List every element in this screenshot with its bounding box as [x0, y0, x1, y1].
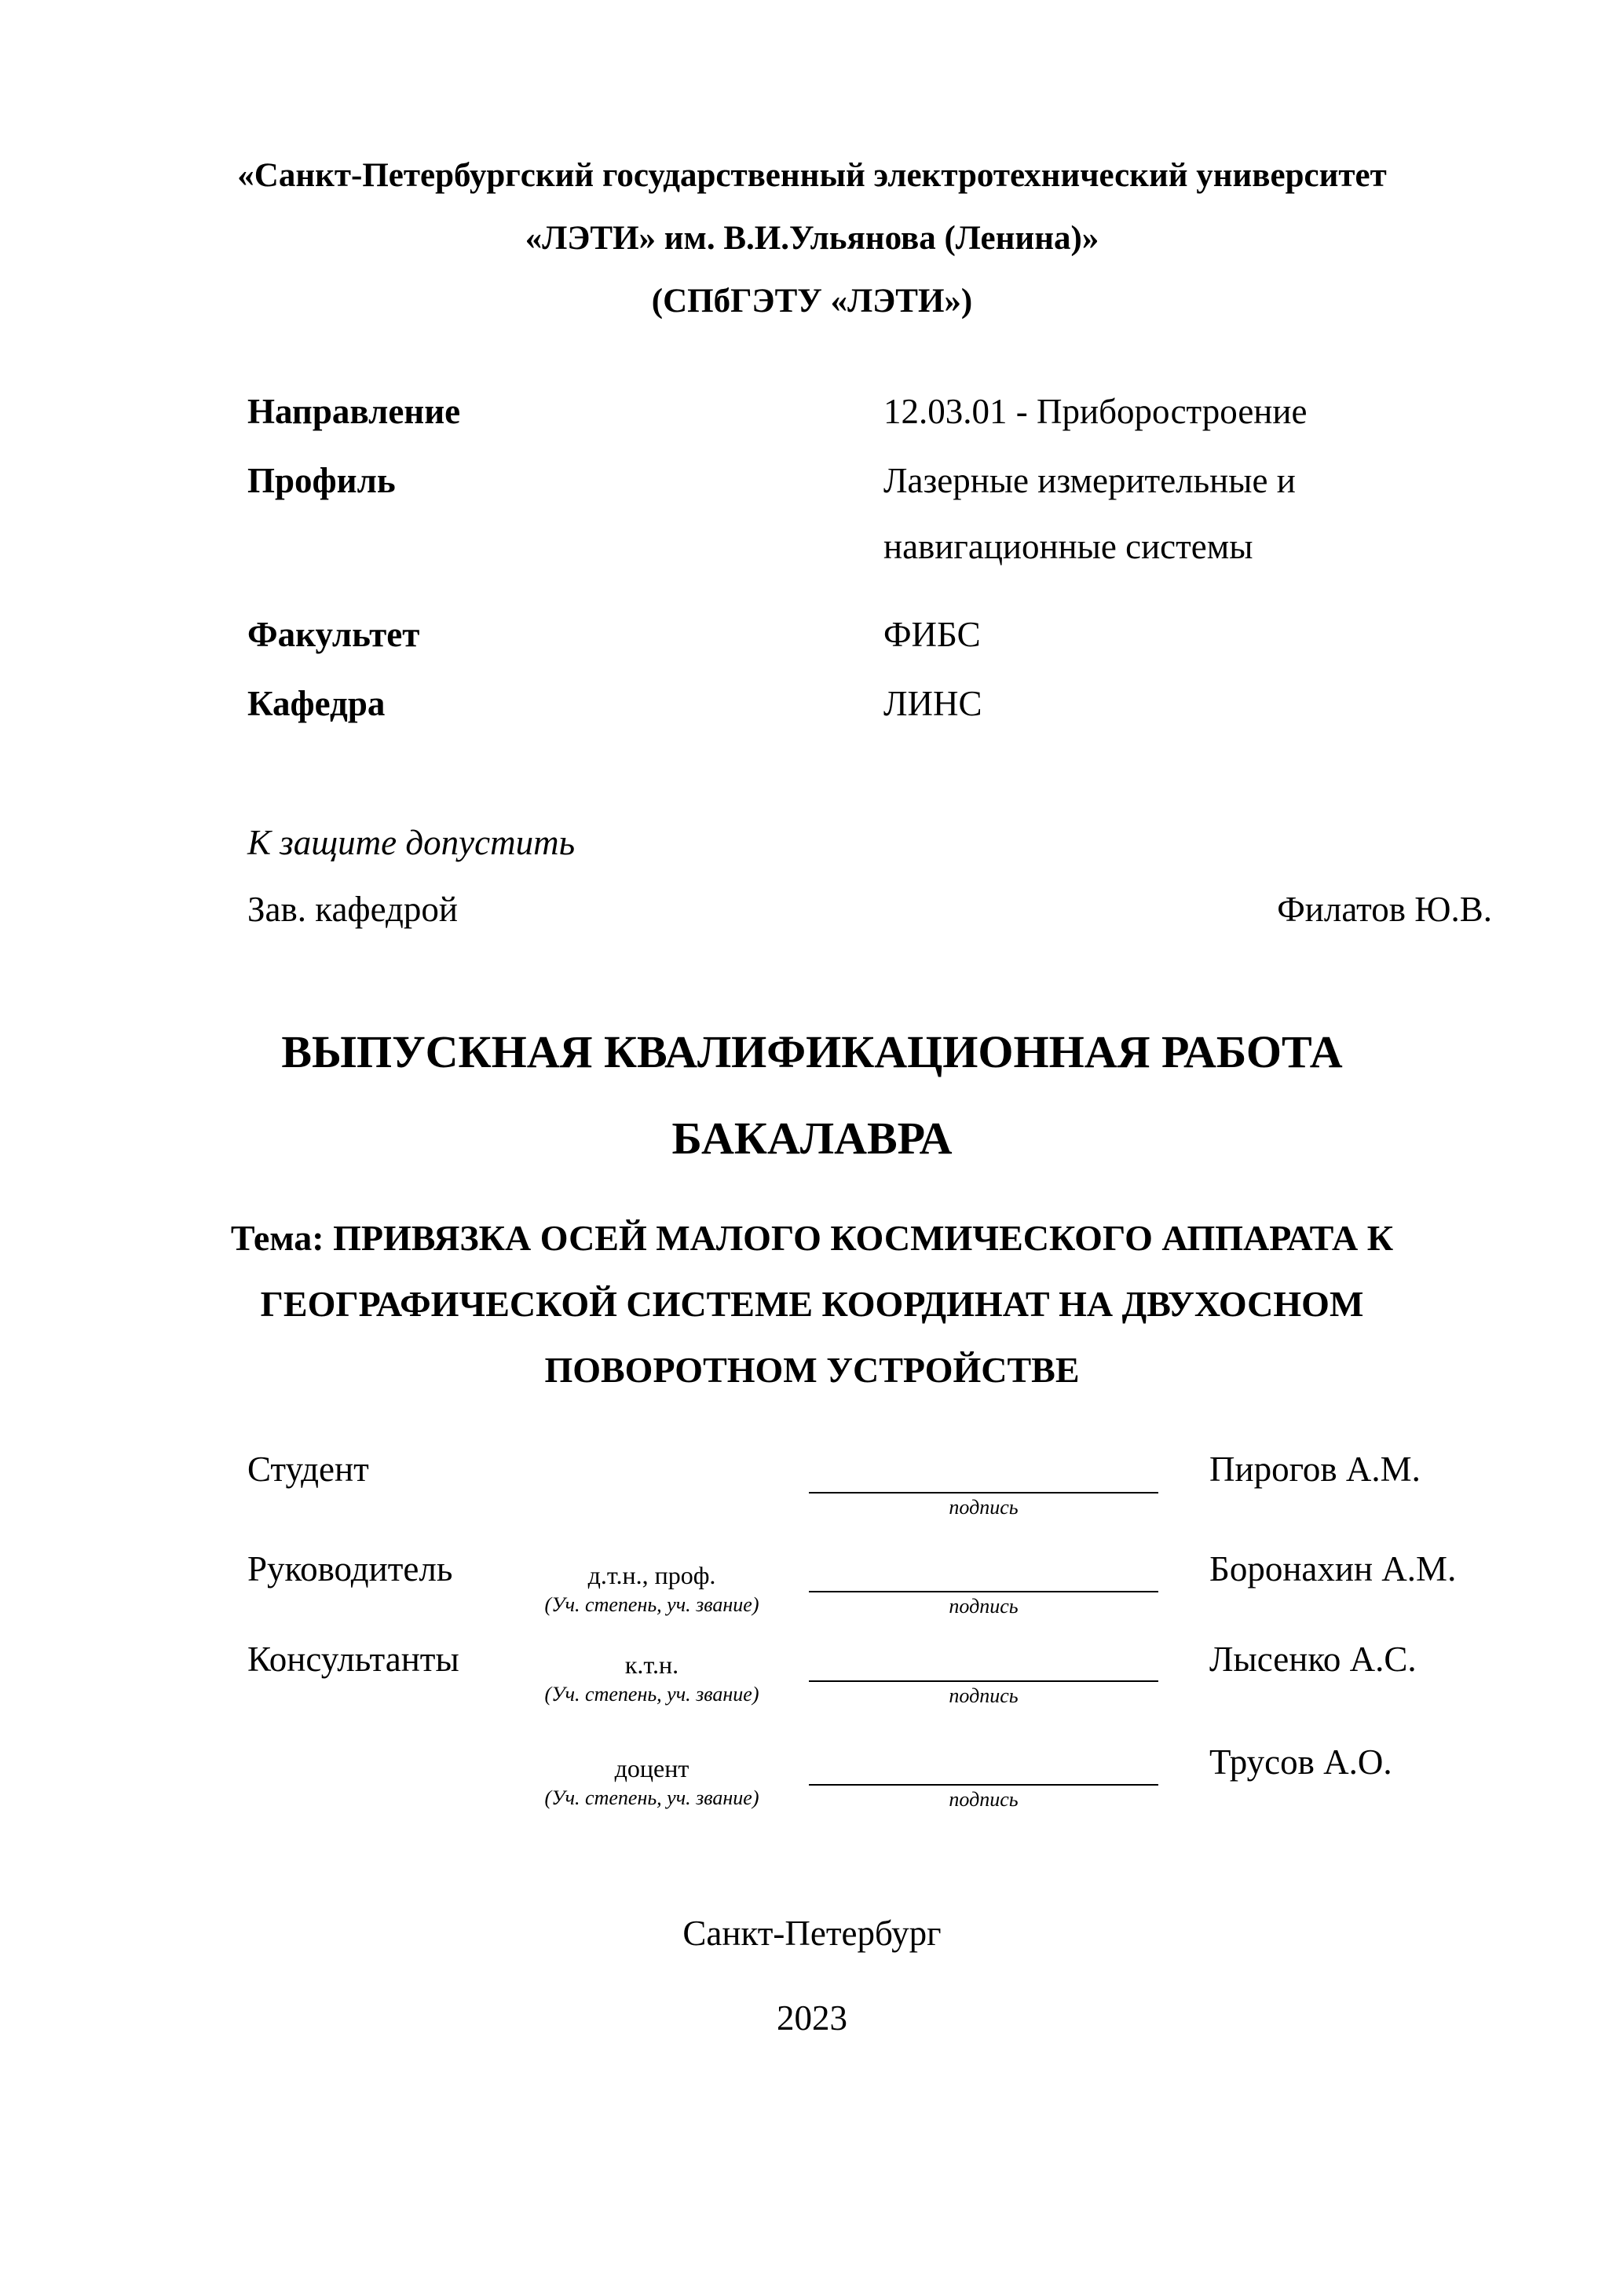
faculty-label: Факультет	[247, 615, 420, 654]
consultant2-signature-hint: подпись	[949, 1788, 1019, 1811]
admission-text: К защите допустить	[247, 823, 576, 862]
faculty-value: ФИБС	[883, 615, 981, 654]
thesis-title-line1: ВЫПУСКНАЯ КВАЛИФИКАЦИОННАЯ РАБОТА	[281, 1026, 1343, 1077]
consultant1-degree-hint: (Уч. степень, уч. звание)	[544, 1683, 759, 1706]
profile-label: Профиль	[247, 461, 396, 500]
student-signature-line	[809, 1492, 1158, 1493]
department-value: ЛИНС	[883, 684, 982, 723]
consultant2-degree-hint: (Уч. степень, уч. звание)	[544, 1786, 759, 1809]
supervisor-signature-line	[809, 1591, 1158, 1592]
profile-value-line2: навигационные системы	[883, 527, 1253, 566]
topic-line2: ГЕОГРАФИЧЕСКОЙ СИСТЕМЕ КООРДИНАТ НА ДВУХОСНОМ	[260, 1284, 1364, 1324]
supervisor-name: Боронахин А.М.	[1209, 1549, 1457, 1589]
consultant1-degree: к.т.н.	[624, 1651, 679, 1679]
consultant2-signature-line	[809, 1784, 1158, 1786]
supervisor-role-label: Руководитель	[247, 1549, 453, 1589]
footer-year: 2023	[777, 1998, 847, 2038]
consultant2-name: Трусов А.О.	[1209, 1742, 1392, 1782]
profile-value-line1: Лазерные измерительные и	[883, 461, 1296, 500]
footer-city: Санкт-Петербург	[682, 1914, 942, 1953]
department-label: Кафедра	[247, 684, 386, 723]
university-name-line1: «Санкт-Петербургский государственный электротехнический университет	[237, 157, 1387, 194]
student-role-label: Студент	[247, 1450, 369, 1489]
university-abbreviation: (СПбГЭТУ «ЛЭТИ»)	[651, 283, 973, 320]
university-name-line2: «ЛЭТИ» им. В.И.Ульянова (Ленина)»	[525, 220, 1099, 257]
consultant1-signature-line	[809, 1680, 1158, 1682]
direction-value: 12.03.01 - Приборостроение	[883, 392, 1308, 431]
topic-line3: ПОВОРОТНОМ УСТРОЙСТВЕ	[544, 1350, 1080, 1390]
direction-label: Направление	[247, 392, 461, 431]
supervisor-degree: д.т.н., проф.	[587, 1561, 716, 1589]
student-signature-hint: подпись	[949, 1496, 1019, 1519]
thesis-title-line2: БАКАЛАВРА	[671, 1113, 953, 1164]
topic-line1: Тема: ПРИВЯЗКА ОСЕЙ МАЛОГО КОСМИЧЕСКОГО АППАРАТА К	[230, 1218, 1394, 1258]
consultant1-name: Лысенко А.С.	[1209, 1640, 1417, 1679]
supervisor-degree-hint: (Уч. степень, уч. звание)	[544, 1593, 759, 1616]
head-of-department-name: Филатов Ю.В.	[1277, 890, 1492, 929]
head-of-department-label: Зав. кафедрой	[247, 890, 458, 929]
consultants-role-label: Консультанты	[247, 1640, 459, 1679]
student-name: Пирогов А.М.	[1209, 1450, 1421, 1489]
consultant1-signature-hint: подпись	[949, 1684, 1019, 1707]
supervisor-signature-hint: подпись	[949, 1595, 1019, 1618]
consultant2-degree: доцент	[614, 1754, 689, 1782]
